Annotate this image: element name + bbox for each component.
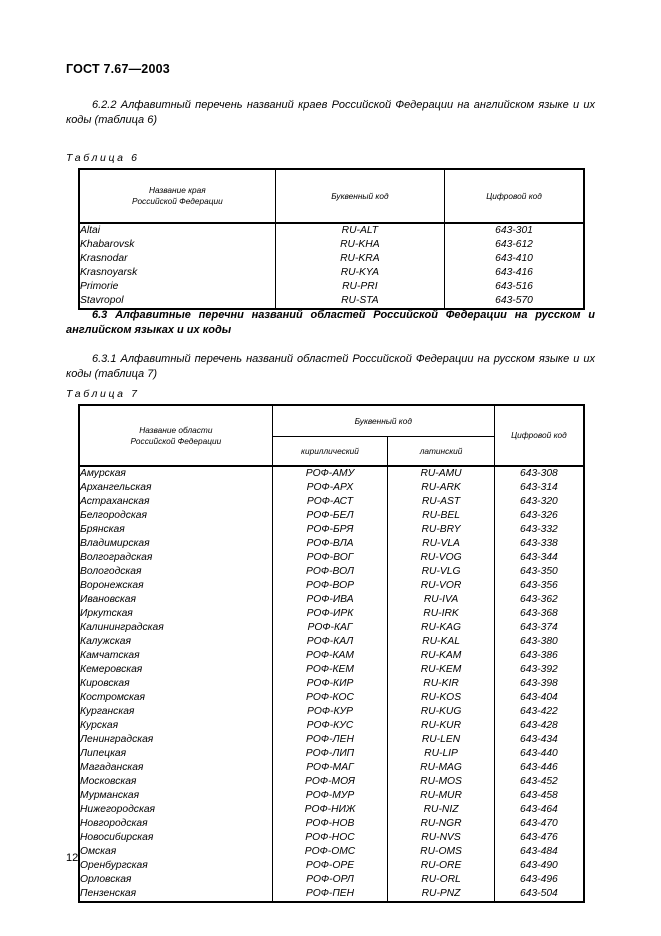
heading-6-3: 6.3 Алфавитные перечни названий областей Российской Федерации на русском и английском языках и их коды bbox=[66, 309, 595, 336]
table-row bbox=[79, 238, 584, 252]
table-row bbox=[79, 649, 584, 663]
region-name: Владимирская bbox=[79, 537, 272, 551]
table-6 bbox=[78, 168, 585, 310]
table-row bbox=[79, 252, 584, 266]
cyrillic-code: РОФ-МУР bbox=[272, 789, 388, 803]
latin-code: RU-KOS bbox=[388, 691, 495, 705]
region-name: Ивановская bbox=[79, 593, 272, 607]
region-name: Камчатская bbox=[79, 649, 272, 663]
standard-header: ГОСТ 7.67—2003 bbox=[66, 62, 170, 76]
page-number: 12 bbox=[66, 852, 79, 864]
table-row bbox=[79, 223, 584, 238]
table-7-col-latin: латинский bbox=[388, 437, 495, 467]
cyrillic-code: РОФ-НИЖ bbox=[272, 803, 388, 817]
numeric-code: 643-362 bbox=[494, 593, 584, 607]
numeric-code: 643-308 bbox=[494, 466, 584, 481]
cyrillic-code: РОФ-КУС bbox=[272, 719, 388, 733]
region-name: Костромская bbox=[79, 691, 272, 705]
numeric-code: 643-504 bbox=[494, 887, 584, 902]
latin-code: RU-AST bbox=[388, 495, 495, 509]
cyrillic-code: РОФ-КАГ bbox=[272, 621, 388, 635]
table-row bbox=[79, 873, 584, 887]
table-row bbox=[79, 635, 584, 649]
table-6-col-letter-code: Буквенный код bbox=[275, 169, 444, 223]
table-row bbox=[79, 266, 584, 280]
numeric-code: 643-516 bbox=[445, 280, 584, 294]
cyrillic-code: РОФ-АРХ bbox=[272, 481, 388, 495]
table-row bbox=[79, 551, 584, 565]
numeric-code: 643-320 bbox=[494, 495, 584, 509]
region-name: Пензенская bbox=[79, 887, 272, 902]
region-name: Вологодская bbox=[79, 565, 272, 579]
region-name: Нижегородская bbox=[79, 803, 272, 817]
table-row bbox=[79, 565, 584, 579]
region-name: Altai bbox=[79, 223, 275, 238]
table-row bbox=[79, 495, 584, 509]
latin-code: RU-IRK bbox=[388, 607, 495, 621]
table-row bbox=[79, 845, 584, 859]
table-row bbox=[79, 466, 584, 481]
latin-code: RU-VOR bbox=[388, 579, 495, 593]
cyrillic-code: РОФ-ЛИП bbox=[272, 747, 388, 761]
numeric-code: 643-434 bbox=[494, 733, 584, 747]
region-name: Воронежская bbox=[79, 579, 272, 593]
numeric-code: 643-612 bbox=[445, 238, 584, 252]
table-row bbox=[79, 481, 584, 495]
table-row bbox=[79, 509, 584, 523]
latin-code: RU-OMS bbox=[388, 845, 495, 859]
region-name: Астраханская bbox=[79, 495, 272, 509]
region-name: Кемеровская bbox=[79, 663, 272, 677]
cyrillic-code: РОФ-КИР bbox=[272, 677, 388, 691]
table-row bbox=[79, 607, 584, 621]
table-row bbox=[79, 747, 584, 761]
latin-code: RU-LIP bbox=[388, 747, 495, 761]
paragraph-6-2-2: 6.2.2 Алфавитный перечень названий краев Российской Федерации на английском языке и их коды (таблица 6) bbox=[66, 99, 595, 126]
region-name: Калужская bbox=[79, 635, 272, 649]
letter-code: RU-STA bbox=[275, 294, 444, 309]
cyrillic-code: РОФ-ОРЛ bbox=[272, 873, 388, 887]
cyrillic-code: РОФ-БЕЛ bbox=[272, 509, 388, 523]
region-name: Омская bbox=[79, 845, 272, 859]
region-name: Khabarovsk bbox=[79, 238, 275, 252]
table-7-col-cyrillic: кириллический bbox=[272, 437, 388, 467]
table-6-col-name-line2: Российской Федерации bbox=[132, 196, 223, 206]
table-7-caption: Таблица 7 bbox=[66, 388, 140, 400]
table-row bbox=[79, 280, 584, 294]
region-name: Иркутская bbox=[79, 607, 272, 621]
latin-code: RU-IVA bbox=[388, 593, 495, 607]
cyrillic-code: РОФ-ВОГ bbox=[272, 551, 388, 565]
region-name: Московская bbox=[79, 775, 272, 789]
region-name: Кировская bbox=[79, 677, 272, 691]
table-6-body bbox=[79, 223, 584, 309]
table-row bbox=[79, 523, 584, 537]
table-7-col-letter-code: Буквенный код bbox=[272, 405, 494, 437]
letter-code: RU-ALT bbox=[275, 223, 444, 238]
numeric-code: 643-484 bbox=[494, 845, 584, 859]
table-row bbox=[79, 593, 584, 607]
latin-code: RU-NIZ bbox=[388, 803, 495, 817]
region-name: Калининградская bbox=[79, 621, 272, 635]
table-7-col-name-line1: Название области bbox=[139, 424, 213, 435]
numeric-code: 643-368 bbox=[494, 607, 584, 621]
numeric-code: 643-458 bbox=[494, 789, 584, 803]
letter-code: RU-PRI bbox=[275, 280, 444, 294]
region-name: Krasnodar bbox=[79, 252, 275, 266]
region-name: Амурская bbox=[79, 466, 272, 481]
region-name: Магаданская bbox=[79, 761, 272, 775]
numeric-code: 643-416 bbox=[445, 266, 584, 280]
region-name: Новгородская bbox=[79, 817, 272, 831]
cyrillic-code: РОФ-ВОЛ bbox=[272, 565, 388, 579]
latin-code: RU-MAG bbox=[388, 761, 495, 775]
numeric-code: 643-374 bbox=[494, 621, 584, 635]
latin-code: RU-ARK bbox=[388, 481, 495, 495]
numeric-code: 643-326 bbox=[494, 509, 584, 523]
table-7-col-numeric-code: Цифровой код bbox=[494, 405, 584, 466]
region-name: Курганская bbox=[79, 705, 272, 719]
numeric-code: 643-464 bbox=[494, 803, 584, 817]
table-6-col-numeric-code: Цифровой код bbox=[445, 169, 584, 223]
table-6-col-name bbox=[79, 169, 275, 223]
table-7-col-name bbox=[79, 405, 272, 466]
cyrillic-code: РОФ-НОС bbox=[272, 831, 388, 845]
region-name: Новосибирская bbox=[79, 831, 272, 845]
numeric-code: 643-392 bbox=[494, 663, 584, 677]
numeric-code: 643-496 bbox=[494, 873, 584, 887]
numeric-code: 643-440 bbox=[494, 747, 584, 761]
numeric-code: 643-332 bbox=[494, 523, 584, 537]
table-row bbox=[79, 775, 584, 789]
numeric-code: 643-490 bbox=[494, 859, 584, 873]
latin-code: RU-KAM bbox=[388, 649, 495, 663]
numeric-code: 643-344 bbox=[494, 551, 584, 565]
table-row bbox=[79, 817, 584, 831]
table-row bbox=[79, 705, 584, 719]
region-name: Мурманская bbox=[79, 789, 272, 803]
numeric-code: 643-338 bbox=[494, 537, 584, 551]
numeric-code: 643-350 bbox=[494, 565, 584, 579]
numeric-code: 643-386 bbox=[494, 649, 584, 663]
region-name: Орловская bbox=[79, 873, 272, 887]
cyrillic-code: РОФ-КЕМ bbox=[272, 663, 388, 677]
region-name: Липецкая bbox=[79, 747, 272, 761]
table-row bbox=[79, 733, 584, 747]
cyrillic-code: РОФ-КОС bbox=[272, 691, 388, 705]
region-name: Белгородская bbox=[79, 509, 272, 523]
cyrillic-code: РОФ-АМУ bbox=[272, 466, 388, 481]
numeric-code: 643-446 bbox=[494, 761, 584, 775]
region-name: Архангельская bbox=[79, 481, 272, 495]
table-row bbox=[79, 761, 584, 775]
cyrillic-code: РОФ-МОЯ bbox=[272, 775, 388, 789]
numeric-code: 643-314 bbox=[494, 481, 584, 495]
numeric-code: 643-476 bbox=[494, 831, 584, 845]
numeric-code: 643-470 bbox=[494, 817, 584, 831]
latin-code: RU-AMU bbox=[388, 466, 495, 481]
letter-code: RU-KHA bbox=[275, 238, 444, 252]
letter-code: RU-KYA bbox=[275, 266, 444, 280]
cyrillic-code: РОФ-ИРК bbox=[272, 607, 388, 621]
numeric-code: 643-380 bbox=[494, 635, 584, 649]
cyrillic-code: РОФ-ОРЕ bbox=[272, 859, 388, 873]
latin-code: RU-ORE bbox=[388, 859, 495, 873]
latin-code: RU-VLA bbox=[388, 537, 495, 551]
table-row bbox=[79, 677, 584, 691]
table-row bbox=[79, 887, 584, 902]
table-7-col-name-line2: Российской Федерации bbox=[130, 435, 222, 446]
latin-code: RU-BRY bbox=[388, 523, 495, 537]
latin-code: RU-MUR bbox=[388, 789, 495, 803]
region-name: Оренбургская bbox=[79, 859, 272, 873]
cyrillic-code: РОФ-АСТ bbox=[272, 495, 388, 509]
latin-code: RU-KAG bbox=[388, 621, 495, 635]
table-6-header-row bbox=[79, 169, 584, 223]
cyrillic-code: РОФ-ЛЕН bbox=[272, 733, 388, 747]
cyrillic-code: РОФ-БРЯ bbox=[272, 523, 388, 537]
cyrillic-code: РОФ-ОМС bbox=[272, 845, 388, 859]
letter-code: RU-KRA bbox=[275, 252, 444, 266]
numeric-code: 643-452 bbox=[494, 775, 584, 789]
table-6-head bbox=[79, 169, 584, 223]
region-name: Primorie bbox=[79, 280, 275, 294]
latin-code: RU-VLG bbox=[388, 565, 495, 579]
table-6-caption: Таблица 6 bbox=[66, 152, 140, 164]
numeric-code: 643-356 bbox=[494, 579, 584, 593]
region-name: Ленинградская bbox=[79, 733, 272, 747]
cyrillic-code: РОФ-ВОР bbox=[272, 579, 388, 593]
latin-code: RU-NVS bbox=[388, 831, 495, 845]
cyrillic-code: РОФ-ВЛА bbox=[272, 537, 388, 551]
cyrillic-code: РОФ-КУР bbox=[272, 705, 388, 719]
cyrillic-code: РОФ-ПЕН bbox=[272, 887, 388, 902]
latin-code: RU-LEN bbox=[388, 733, 495, 747]
numeric-code: 643-570 bbox=[445, 294, 584, 309]
region-name: Брянская bbox=[79, 523, 272, 537]
numeric-code: 643-428 bbox=[494, 719, 584, 733]
latin-code: RU-KIR bbox=[388, 677, 495, 691]
numeric-code: 643-404 bbox=[494, 691, 584, 705]
table-7 bbox=[78, 404, 585, 903]
latin-code: RU-NGR bbox=[388, 817, 495, 831]
table-row bbox=[79, 537, 584, 551]
latin-code: RU-ORL bbox=[388, 873, 495, 887]
region-name: Krasnoyarsk bbox=[79, 266, 275, 280]
paragraph-6-3-1: 6.3.1 Алфавитный перечень названий областей Российской Федерации на русском языке и их коды (таблица 7) bbox=[66, 353, 595, 380]
latin-code: RU-BEL bbox=[388, 509, 495, 523]
cyrillic-code: РОФ-КАЛ bbox=[272, 635, 388, 649]
cyrillic-code: РОФ-КАМ bbox=[272, 649, 388, 663]
table-row bbox=[79, 691, 584, 705]
cyrillic-code: РОФ-МАГ bbox=[272, 761, 388, 775]
table-7-body bbox=[79, 466, 584, 902]
table-row bbox=[79, 831, 584, 845]
table-row bbox=[79, 579, 584, 593]
table-row bbox=[79, 294, 584, 309]
region-name: Stavropol bbox=[79, 294, 275, 309]
numeric-code: 643-301 bbox=[445, 223, 584, 238]
table-row bbox=[79, 803, 584, 817]
table-6-col-name-line1: Название края bbox=[148, 185, 206, 195]
table-7-header-row-1 bbox=[79, 405, 584, 437]
table-row bbox=[79, 663, 584, 677]
table-row bbox=[79, 621, 584, 635]
cyrillic-code: РОФ-НОВ bbox=[272, 817, 388, 831]
latin-code: RU-KEM bbox=[388, 663, 495, 677]
region-name: Волгоградская bbox=[79, 551, 272, 565]
numeric-code: 643-398 bbox=[494, 677, 584, 691]
latin-code: RU-MOS bbox=[388, 775, 495, 789]
numeric-code: 643-422 bbox=[494, 705, 584, 719]
cyrillic-code: РОФ-ИВА bbox=[272, 593, 388, 607]
table-row bbox=[79, 789, 584, 803]
latin-code: RU-KUG bbox=[388, 705, 495, 719]
region-name: Курская bbox=[79, 719, 272, 733]
latin-code: RU-VOG bbox=[388, 551, 495, 565]
latin-code: RU-KUR bbox=[388, 719, 495, 733]
table-row bbox=[79, 859, 584, 873]
table-7-head bbox=[79, 405, 584, 466]
latin-code: RU-PNZ bbox=[388, 887, 495, 902]
table-row bbox=[79, 719, 584, 733]
numeric-code: 643-410 bbox=[445, 252, 584, 266]
latin-code: RU-KAL bbox=[388, 635, 495, 649]
